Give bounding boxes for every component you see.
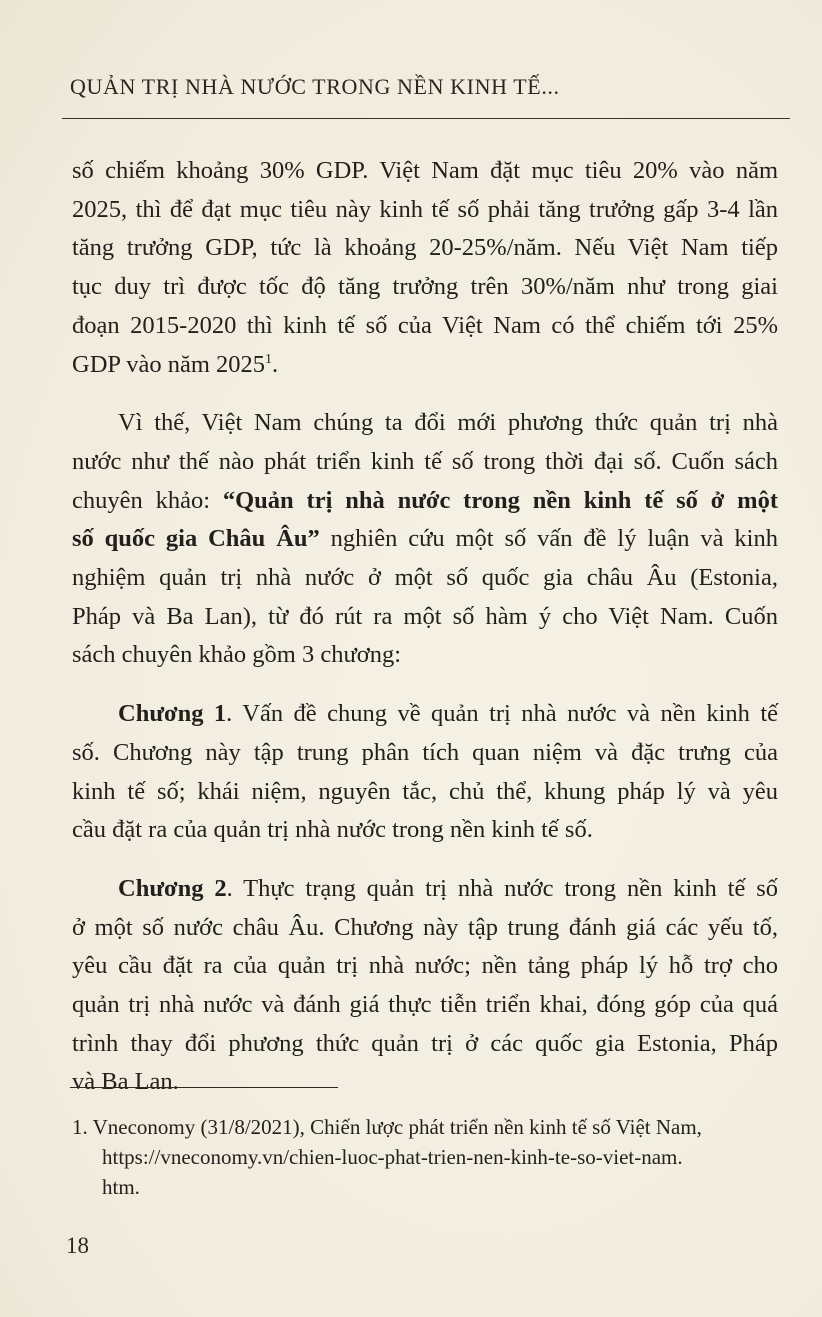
text-line-last [72,346,778,385]
book-title-bold: số quốc gia Châu Âu” [72,525,320,553]
text-fragment: GDP vào năm 2025 [72,350,266,378]
paragraph-chapter-1 [72,695,778,850]
text-line: số chiếm khoảng 30% GDP. Việt Nam đặt mục tiêu 20% vào năm [72,157,778,184]
paragraph-chapter-2 [72,870,778,1102]
text-line: tục duy trì được tốc độ tăng trưởng trên 30%/năm như trong giai [72,273,778,301]
text-line: 2025, thì để đạt mục tiêu này kinh tế số phải tăng trưởng gấp 3-4 lần [72,195,778,223]
text-line: tăng trưởng GDP, tức là khoảng 20-25%/năm. Nếu Việt Nam tiếp [72,234,778,262]
text-fragment: nghiên cứu một số vấn đề lý luận và kinh [319,525,778,553]
text-line-last: và Ba Lan. [72,1068,179,1096]
footnote [72,1112,778,1202]
text-line-last: cầu đặt ra của quản trị nhà nước trong nền kinh tế số. [72,816,593,844]
text-line: Vì thế, Việt Nam chúng ta đổi mới phương thức quản trị nhà [118,409,778,437]
paragraph-book-intro [72,404,778,675]
text-line: yêu cầu đặt ra của quản trị nhà nước; nền tảng pháp lý hỗ trợ cho [72,952,778,980]
text-line: ở một số nước châu Âu. Chương này tập trung đánh giá các yếu tố, [72,913,778,941]
text-line: nghiệm quản trị nhà nước ở một số quốc gia châu Âu (Estonia, [72,564,778,592]
chapter-label: Chương 1 [118,700,227,728]
chapter-label: Chương 2 [118,874,227,902]
text-line: trình thay đổi phương thức quản trị ở các quốc gia Estonia, Pháp [72,1029,778,1057]
header-rule [62,118,790,119]
text-line [72,520,778,559]
footnote-url-end[interactable]: htm. [102,1175,140,1199]
text-line: nước như thế nào phát triển kinh tế số trong thời đại số. Cuốn sách [72,447,778,475]
footnote-line: 1. Vneconomy (31/8/2021), Chiến lược phát triển nền kinh tế số Việt Nam, [72,1115,702,1139]
text-line: đoạn 2015-2020 thì kinh tế số của Việt Nam có thể chiếm tới 25% [72,311,778,339]
sentence-end: . [272,350,279,378]
text-fragment: chuyên khảo: [72,486,223,514]
text-line [72,695,778,734]
running-header: QUẢN TRỊ NHÀ NƯỚC TRONG NỀN KINH TẾ... [70,74,560,99]
text-line: số. Chương này tập trung phân tích quan niệm và đặc trưng của [72,738,778,766]
text-fragment: . Vấn đề chung về quản trị nhà nước và nền kinh tế [226,700,778,728]
footnote-url[interactable]: https://vneconomy.vn/chien-luoc-phat-trien-nen-kinh-te-so-viet-nam. [102,1145,683,1169]
text-line-last: sách chuyên khảo gồm 3 chương: [72,641,402,669]
body-text [72,152,778,1102]
text-line: Pháp và Ba Lan), từ đó rút ra một số hàm ý cho Việt Nam. Cuốn [72,602,778,630]
text-fragment: . Thực trạng quản trị nhà nước trong nền kinh tế số [226,874,778,902]
page-number: 18 [66,1233,89,1258]
paragraph-intro [72,152,778,384]
book-title-bold: “Quản trị nhà nước trong nền kinh tế số ở một [222,486,778,514]
footnote-rule [70,1087,338,1088]
text-line: kinh tế số; khái niệm, nguyên tắc, chủ thể, khung pháp lý và yêu [72,777,778,805]
text-line: quản trị nhà nước và đánh giá thực tiễn triển khai, đóng góp của quá [72,991,778,1019]
text-line [72,870,778,909]
text-line [72,482,778,521]
footnote-reference[interactable]: 1 [265,351,273,367]
